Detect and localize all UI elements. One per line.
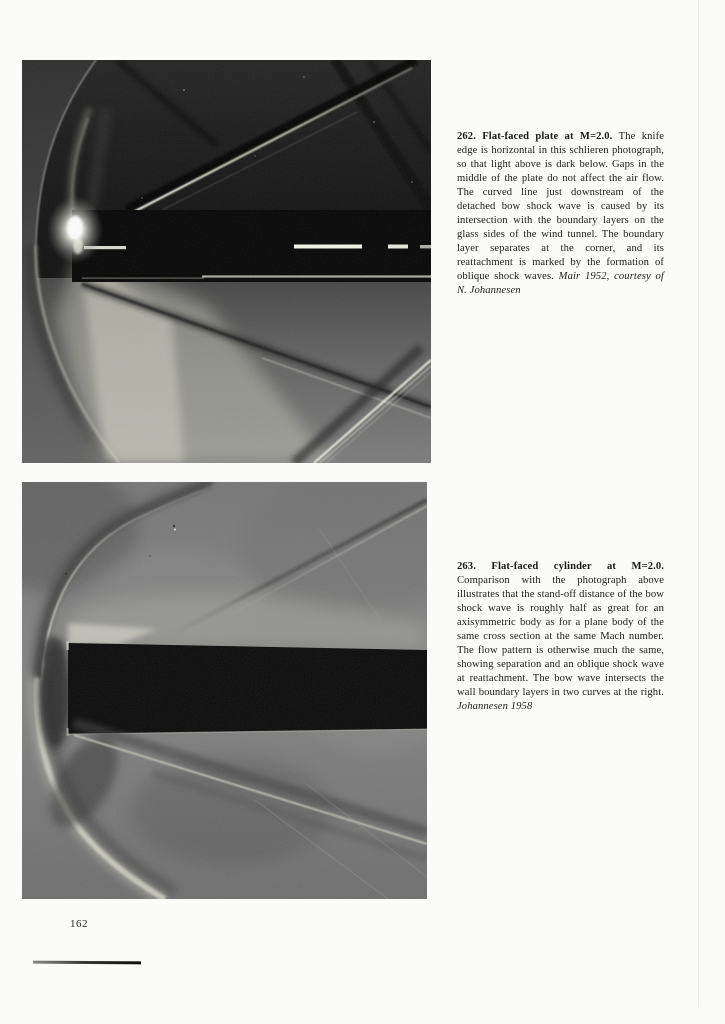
film-grain-overlay: [22, 482, 427, 899]
caption-segment-italic: Mair 1952, courtesy of N. Johannesen: [457, 270, 664, 296]
page-edge-line: [698, 0, 699, 1007]
page-number: 162: [70, 918, 88, 930]
figure-caption-263: [457, 560, 664, 714]
caption-segment-italic: Johannesen 1958: [457, 700, 533, 712]
film-grain-overlay: [22, 60, 431, 463]
cylinder-photo-canvas: [22, 482, 427, 899]
caption-segment-regular: Comparison with the photograph above illustrates that the stand-off distance of the bow shock wave is roughly half as great for an axisymmetric body as for a plane body of the same cross section at the same Mach number. The flow pattern is otherwise much the same, showing separation and an oblique shock wave at reattachment. The bow wave intersects the wall boundary layers in two curves at the right.: [457, 574, 664, 698]
schlieren-photo-flat-faced-cylinder: [22, 482, 427, 899]
caption-segment-bold: 263. Flat-faced cylinder at M=2.0.: [457, 560, 664, 572]
caption-segment-bold: 262. Flat-faced plate at M=2.0.: [457, 130, 619, 142]
next-page-edge-artifact: [33, 961, 141, 964]
figure-caption-262: [457, 130, 664, 298]
plate-photo-canvas: [22, 60, 431, 463]
caption-segment-regular: The knife edge is horizontal in this schlieren photograph, so that light above is dark below. Gaps in the middle of the plate do not affect the air flow. The curved line just downstream of the detached bow shock wave is caused by its intersection with the boundary layers on the glass sides of the wind tunnel. The boundary layer separates at the corner, and its reattachment is marked by the formation of oblique shock waves.: [457, 130, 664, 282]
schlieren-photo-flat-faced-plate: [22, 60, 431, 463]
